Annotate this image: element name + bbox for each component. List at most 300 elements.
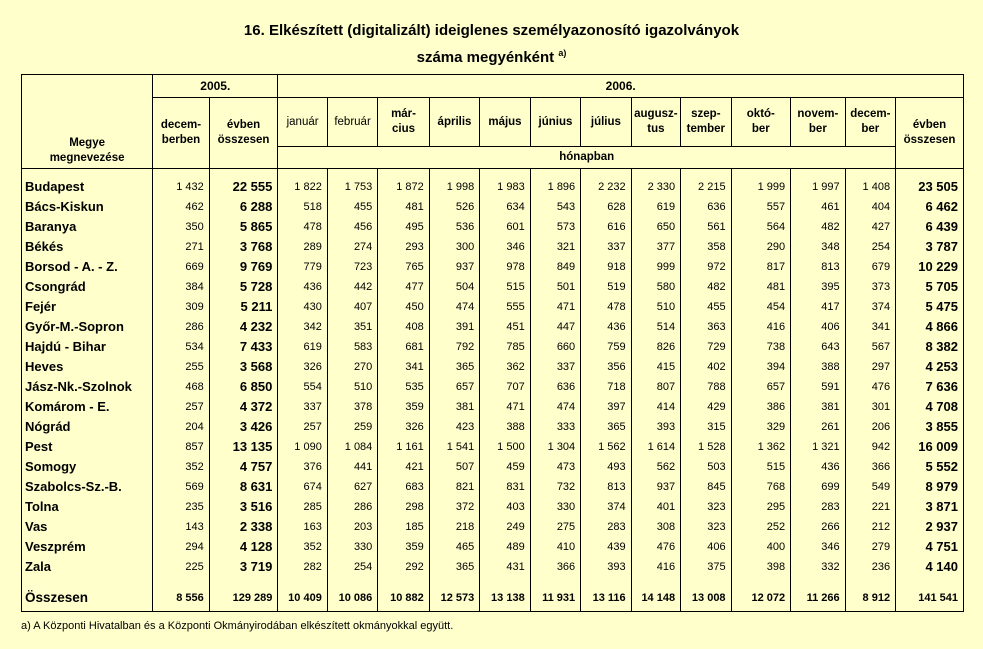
table-cell: 601 [480,217,530,237]
table-cell: 321 [530,237,580,257]
table-cell: 259 [327,417,377,437]
table-cell: 351 [327,317,377,337]
month-header-may [480,98,530,147]
table-cell: 942 [845,437,895,457]
county-name: Zala [22,557,153,577]
table-cell: 495 [378,217,429,237]
table-cell: 221 [845,497,895,517]
table-cell: 1 362 [731,437,791,457]
table-cell: 5 865 [209,217,278,237]
table-row [22,557,964,577]
table-cell: 5 552 [896,457,964,477]
statistics-table [21,74,964,612]
table-cell: 365 [429,357,479,377]
table-cell: 478 [278,217,327,237]
table-cell: 591 [791,377,846,397]
table-cell: 393 [631,417,680,437]
table-cell: 4 751 [896,537,964,557]
table-cell: 564 [731,217,791,237]
table-cell: 366 [530,557,580,577]
table-cell: 4 372 [209,397,278,417]
table-cell: 10 086 [327,585,377,612]
table-cell: 807 [631,377,680,397]
county-header-line-2: megnevezése [49,152,125,164]
table-cell: 471 [480,397,530,417]
table-cell: 298 [378,497,429,517]
month-header-jun [530,98,580,147]
table-cell: 283 [581,517,631,537]
year-total-2005-l2: összesen [217,134,270,146]
table-cell: 384 [153,277,210,297]
county-name: Szabolcs-Sz.-B. [22,477,153,497]
table-cell: 270 [327,357,377,377]
table-cell: 416 [631,557,680,577]
table-cell: 674 [278,477,327,497]
table-cell: 285 [278,497,327,517]
table-cell: 323 [681,517,731,537]
table-row [22,177,964,197]
table-cell: 290 [731,237,791,257]
table-cell: 481 [378,197,429,217]
table-cell: 3 568 [209,357,278,377]
table-cell: 358 [681,237,731,257]
title-line-1: 16. Elkészített (digitalizált) ideiglenes személyazonosító igazolványok [243,22,740,39]
table-cell: 249 [480,517,530,537]
table-cell: 295 [731,497,791,517]
table-cell: 282 [278,557,327,577]
spacer-row [22,577,964,585]
table-header [22,75,964,169]
table-cell: 386 [731,397,791,417]
table-cell: 403 [480,497,530,517]
dec-2005-header-l1: decem- [160,119,202,131]
dec-2005-header [153,98,210,169]
table-cell: 218 [429,517,479,537]
table-cell: 3 516 [209,497,278,517]
month-jan-l1: január [286,115,319,128]
table-row [22,377,964,397]
table-row [22,477,964,497]
table-cell: 427 [845,217,895,237]
table-cell: 937 [631,477,680,497]
table-cell: 293 [378,237,429,257]
table-cell: 141 541 [896,585,964,612]
table-cell: 12 573 [429,585,479,612]
table-cell: 381 [791,397,846,417]
table-cell: 813 [791,257,846,277]
month-header-sep [681,98,731,147]
table-cell: 699 [791,477,846,497]
table-row [22,357,964,377]
table-cell: 8 631 [209,477,278,497]
table-cell: 4 866 [896,317,964,337]
table-cell: 1 753 [327,177,377,197]
table-cell: 2 330 [631,177,680,197]
table-cell: 374 [581,497,631,517]
table-cell: 352 [278,537,327,557]
spacer-row [22,169,964,178]
table-cell: 813 [581,477,631,497]
table-row [22,457,964,477]
table-cell: 309 [153,297,210,317]
table-cell: 729 [681,337,731,357]
month-header-oct [731,98,791,147]
year-2005-header: 2005. [153,75,278,98]
month-aug-l1: augusz- [634,108,678,120]
footnote: a) A Központi Hivatalban és a Központi Okmányirodában elkészített okmányokkal együtt. [21,620,454,632]
table-cell: 583 [327,337,377,357]
table-cell: 294 [153,537,210,557]
table-cell: 817 [731,257,791,277]
table-cell: 373 [845,277,895,297]
table-cell: 395 [791,277,846,297]
table-cell: 329 [731,417,791,437]
table-cell: 707 [480,377,530,397]
table-cell: 1 084 [327,437,377,457]
table-cell: 346 [480,237,530,257]
table-row [22,517,964,537]
table-cell: 999 [631,257,680,277]
table-cell: 275 [530,517,580,537]
table-cell: 5 705 [896,277,964,297]
table-cell: 330 [530,497,580,517]
table-cell: 6 288 [209,197,278,217]
table-cell: 257 [153,397,210,417]
county-header-line-1: Megye [69,137,105,149]
table-cell: 1 998 [429,177,479,197]
table-cell: 8 556 [153,585,210,612]
table-cell: 510 [631,297,680,317]
table-cell: 315 [681,417,731,437]
table-row [22,317,964,337]
table-cell: 185 [378,517,429,537]
table-cell: 477 [378,277,429,297]
table-cell: 3 871 [896,497,964,517]
table-cell: 356 [581,357,631,377]
table-body [22,169,964,612]
table-cell: 507 [429,457,479,477]
table-cell: 431 [480,557,530,577]
table-cell: 1 896 [530,177,580,197]
table-cell: 397 [581,397,631,417]
county-name: Pest [22,437,153,457]
table-cell: 408 [378,317,429,337]
table-row [22,497,964,517]
table-cell: 402 [681,357,731,377]
table-cell: 8 912 [845,585,895,612]
table-cell: 634 [480,197,530,217]
county-name: Tolna [22,497,153,517]
table-cell: 3 719 [209,557,278,577]
table-cell: 6 850 [209,377,278,397]
table-cell: 627 [327,477,377,497]
table-cell: 918 [581,257,631,277]
table-cell: 212 [845,517,895,537]
table-cell: 252 [731,517,791,537]
table-cell: 1 822 [278,177,327,197]
table-cell: 474 [530,397,580,417]
year-2006-header: 2006. [278,75,964,98]
table-cell: 2 215 [681,177,731,197]
table-cell: 455 [681,297,731,317]
table-cell: 9 769 [209,257,278,277]
table-cell: 515 [480,277,530,297]
table-cell: 378 [327,397,377,417]
table-cell: 619 [278,337,327,357]
table-cell: 257 [278,417,327,437]
table-cell: 450 [378,297,429,317]
table-row [22,417,964,437]
table-cell: 441 [327,457,377,477]
table-cell: 346 [791,537,846,557]
table-cell: 3 855 [896,417,964,437]
table-cell: 375 [681,557,731,577]
table-cell: 554 [278,377,327,397]
table-cell: 518 [278,197,327,217]
county-name: Budapest [22,177,153,197]
table-cell: 342 [278,317,327,337]
table-cell: 1 304 [530,437,580,457]
table-cell: 447 [530,317,580,337]
table-cell: 489 [480,537,530,557]
table-cell: 1 999 [731,177,791,197]
county-name: Győr-M.-Sopron [22,317,153,337]
table-cell: 337 [581,237,631,257]
county-name: Somogy [22,457,153,477]
table-cell: 271 [153,237,210,257]
table-cell: 5 728 [209,277,278,297]
table-cell: 765 [378,257,429,277]
table-cell: 937 [429,257,479,277]
table-cell: 503 [681,457,731,477]
table-cell: 323 [681,497,731,517]
table-cell: 567 [845,337,895,357]
table-cell: 2 338 [209,517,278,537]
month-dec-l1: decem- [850,108,891,120]
table-cell: 1 983 [480,177,530,197]
year-total-2005-header [209,98,278,169]
table-cell: 792 [429,337,479,357]
table-cell: 297 [845,357,895,377]
table-cell: 436 [581,317,631,337]
monthly-label-header: hónapban [278,147,896,169]
table-cell: 374 [845,297,895,317]
table-cell: 580 [631,277,680,297]
county-name: Csongrád [22,277,153,297]
month-mar-l2: cius [392,123,416,135]
table-cell: 22 555 [209,177,278,197]
table-cell: 332 [791,557,846,577]
county-name: Fejér [22,297,153,317]
county-name: Vas [22,517,153,537]
table-cell: 415 [631,357,680,377]
table-row [22,237,964,257]
table-cell: 1 408 [845,177,895,197]
table-cell: 681 [378,337,429,357]
table-cell: 286 [153,317,210,337]
table-cell: 451 [480,317,530,337]
table-cell: 11 931 [530,585,580,612]
table-cell: 410 [530,537,580,557]
table-cell: 738 [731,337,791,357]
table-cell: 333 [530,417,580,437]
month-nov-l1: novem- [797,108,839,120]
table-cell: 10 882 [378,585,429,612]
table-cell: 308 [631,517,680,537]
table-cell: 414 [631,397,680,417]
table-row [22,277,964,297]
table-cell: 326 [278,357,327,377]
table-cell: 388 [480,417,530,437]
table-cell: 266 [791,517,846,537]
table-cell: 504 [429,277,479,297]
table-cell: 514 [631,317,680,337]
table-cell: 455 [327,197,377,217]
table-cell: 519 [581,277,631,297]
title-note-mark: a) [558,48,567,58]
year-total-2006-l2: összesen [903,134,956,146]
month-oct-l2: ber [751,123,770,135]
table-cell: 359 [378,537,429,557]
table-cell: 468 [153,377,210,397]
table-cell: 481 [731,277,791,297]
month-nov-l2: ber [808,123,827,135]
table-cell: 2 937 [896,517,964,537]
table-cell: 535 [378,377,429,397]
table-cell: 406 [681,537,731,557]
table-cell: 300 [429,237,479,257]
table-cell: 636 [681,197,731,217]
table-cell: 16 009 [896,437,964,457]
county-name: Bács-Kiskun [22,197,153,217]
table-cell: 534 [153,337,210,357]
table-cell: 362 [480,357,530,377]
table-cell: 398 [731,557,791,577]
table-cell: 1 614 [631,437,680,457]
table-cell: 406 [791,317,846,337]
table-row [22,297,964,317]
table-cell: 6 439 [896,217,964,237]
table-cell: 526 [429,197,479,217]
table-cell: 1 997 [791,177,846,197]
county-name: Borsod - A. - Z. [22,257,153,277]
table-cell: 462 [153,197,210,217]
table-cell: 619 [631,197,680,217]
table-cell: 723 [327,257,377,277]
table-cell: 569 [153,477,210,497]
table-cell: 417 [791,297,846,317]
table-cell: 286 [327,497,377,517]
table-cell: 301 [845,397,895,417]
month-dec-l2: ber [861,123,880,135]
month-sep-l1: szep- [691,108,721,120]
table-cell: 732 [530,477,580,497]
table-row [22,437,964,457]
table-cell: 465 [429,537,479,557]
year-total-2006-header [896,98,964,169]
table-cell: 788 [681,377,731,397]
table-cell: 423 [429,417,479,437]
table-cell: 759 [581,337,631,357]
table-cell: 5 475 [896,297,964,317]
table-cell: 857 [153,437,210,457]
table-cell: 1 562 [581,437,631,457]
month-header-mar [378,98,429,147]
county-name: Jász-Nk.-Szolnok [22,377,153,397]
table-cell: 393 [581,557,631,577]
table-cell: 255 [153,357,210,377]
table-row [22,337,964,357]
table-cell: 1 432 [153,177,210,197]
table-cell: 4 128 [209,537,278,557]
table-cell: 439 [581,537,631,557]
table-cell: 376 [278,457,327,477]
table-cell: 978 [480,257,530,277]
table-cell: 5 211 [209,297,278,317]
table-cell: 636 [530,377,580,397]
table-cell: 10 409 [278,585,327,612]
table-cell: 363 [681,317,731,337]
table-cell: 1 321 [791,437,846,457]
table-row [22,217,964,237]
table-cell: 657 [731,377,791,397]
table-cell: 365 [429,557,479,577]
table-cell: 391 [429,317,479,337]
table-cell: 235 [153,497,210,517]
county-name: Hajdú - Bihar [22,337,153,357]
month-aug-l2: tus [647,123,665,135]
table-cell: 13 135 [209,437,278,457]
table-cell: 352 [153,457,210,477]
table-cell: 555 [480,297,530,317]
table-cell: 292 [378,557,429,577]
table-cell: 660 [530,337,580,357]
table-row [22,257,964,277]
table-cell: 1 090 [278,437,327,457]
table-cell: 326 [378,417,429,437]
table-cell: 254 [327,557,377,577]
table-cell: 536 [429,217,479,237]
table-title [0,20,983,69]
table-cell: 510 [327,377,377,397]
table-cell: 3 787 [896,237,964,257]
total-row [22,585,964,612]
table-cell: 23 505 [896,177,964,197]
table-cell: 407 [327,297,377,317]
table-cell: 456 [327,217,377,237]
table-cell: 2 232 [581,177,631,197]
table-cell: 573 [530,217,580,237]
title-line-2 [0,42,983,69]
table-cell: 143 [153,517,210,537]
month-header-apr [429,98,479,147]
table-cell: 4 253 [896,357,964,377]
table-cell: 679 [845,257,895,277]
table-cell: 236 [845,557,895,577]
table-cell: 821 [429,477,479,497]
table-cell: 478 [581,297,631,317]
table-cell: 779 [278,257,327,277]
month-jul-l1: július [590,115,621,128]
table-cell: 1 872 [378,177,429,197]
table-cell: 279 [845,537,895,557]
table-cell: 12 072 [731,585,791,612]
table-cell: 785 [480,337,530,357]
table-cell: 163 [278,517,327,537]
table-cell: 501 [530,277,580,297]
table-cell: 203 [327,517,377,537]
county-column-header [22,75,153,169]
